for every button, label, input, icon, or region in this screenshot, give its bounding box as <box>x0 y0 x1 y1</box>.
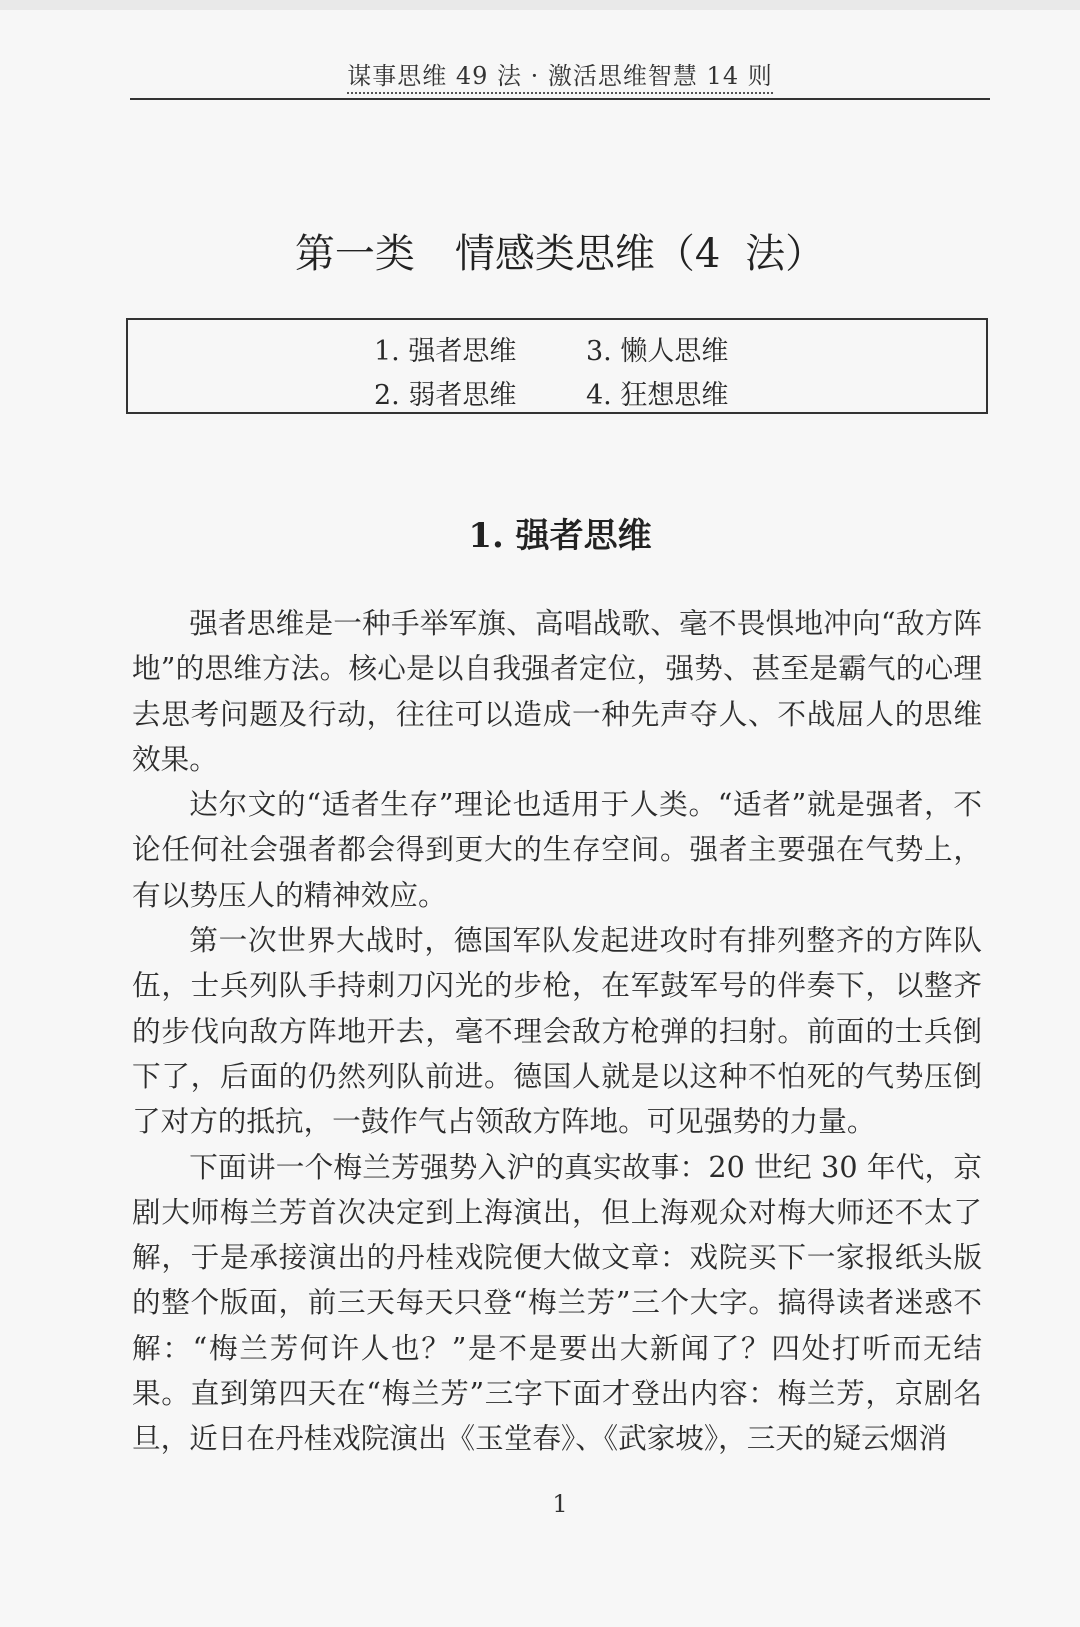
scan-edge-shadow <box>0 0 1080 10</box>
running-header-title: 谋事思维 49 法 · 激活思维智慧 14 则 <box>347 62 772 94</box>
chapter-contents-box <box>126 318 988 414</box>
page-number: 1 <box>552 1490 568 1518</box>
contents-item: 1. 强者思维 <box>374 336 517 367</box>
running-header <box>130 56 990 91</box>
paragraph: 下面讲一个梅兰芳强势入沪的真实故事：20 世纪 30 年代，京剧大师梅兰芳首次决定到上海演出，但上海观众对梅大师还不太了解，于是承接演出的丹桂戏院便大做文章：戏院买下一家报纸头版的整个版面，前三天每天只登“梅兰芳”三个大字。搞得读者迷惑不解：“梅兰芳何许人也？”是不是要出大新闻了？四处打听而无结果。直到第四天在“梅兰芳”三字下面才登出内容：梅兰芳，京剧名旦，近日在丹桂戏院演出《玉堂春》、《武家坡》，三天的疑云烟消 <box>132 1149 982 1456</box>
header-rule <box>130 98 990 100</box>
contents-item: 2. 弱者思维 <box>374 380 517 411</box>
contents-list <box>374 330 806 418</box>
paragraph: 达尔文的“适者生存”理论也适用于人类。“适者”就是强者，不论任何社会强者都会得到更大的生存空间。强者主要强在气势上，有以势压人的精神效应。 <box>132 787 982 912</box>
contents-item: 3. 懒人思维 <box>586 336 729 367</box>
paragraph: 强者思维是一种手举军旗、高唱战歌、毫不畏惧地冲向“敌方阵地”的思维方法。核心是以自我强者定位，强势、甚至是霸气的心理去思考问题及行动，往往可以造成一种先声夺人、不战屈人的思维效果。 <box>132 606 982 776</box>
contents-item: 4. 狂想思维 <box>586 380 729 411</box>
paragraph: 第一次世界大战时，德国军队发起进攻时有排列整齐的方阵队伍，士兵列队手持刺刀闪光的步枪，在军鼓军号的伴奏下，以整齐的步伐向敌方阵地开去，毫不理会敌方枪弹的扫射。前面的士兵倒下了，后面的仍然列队前进。德国人就是以这种不怕死的气势压倒了对方的抵抗，一鼓作气占领敌方阵地。可见强势的力量。 <box>132 923 982 1139</box>
body-text <box>132 601 982 1462</box>
section-heading: 1. 强者思维 <box>468 516 652 556</box>
chapter-title: 第一类 情感类思维（4 法） <box>294 231 826 277</box>
